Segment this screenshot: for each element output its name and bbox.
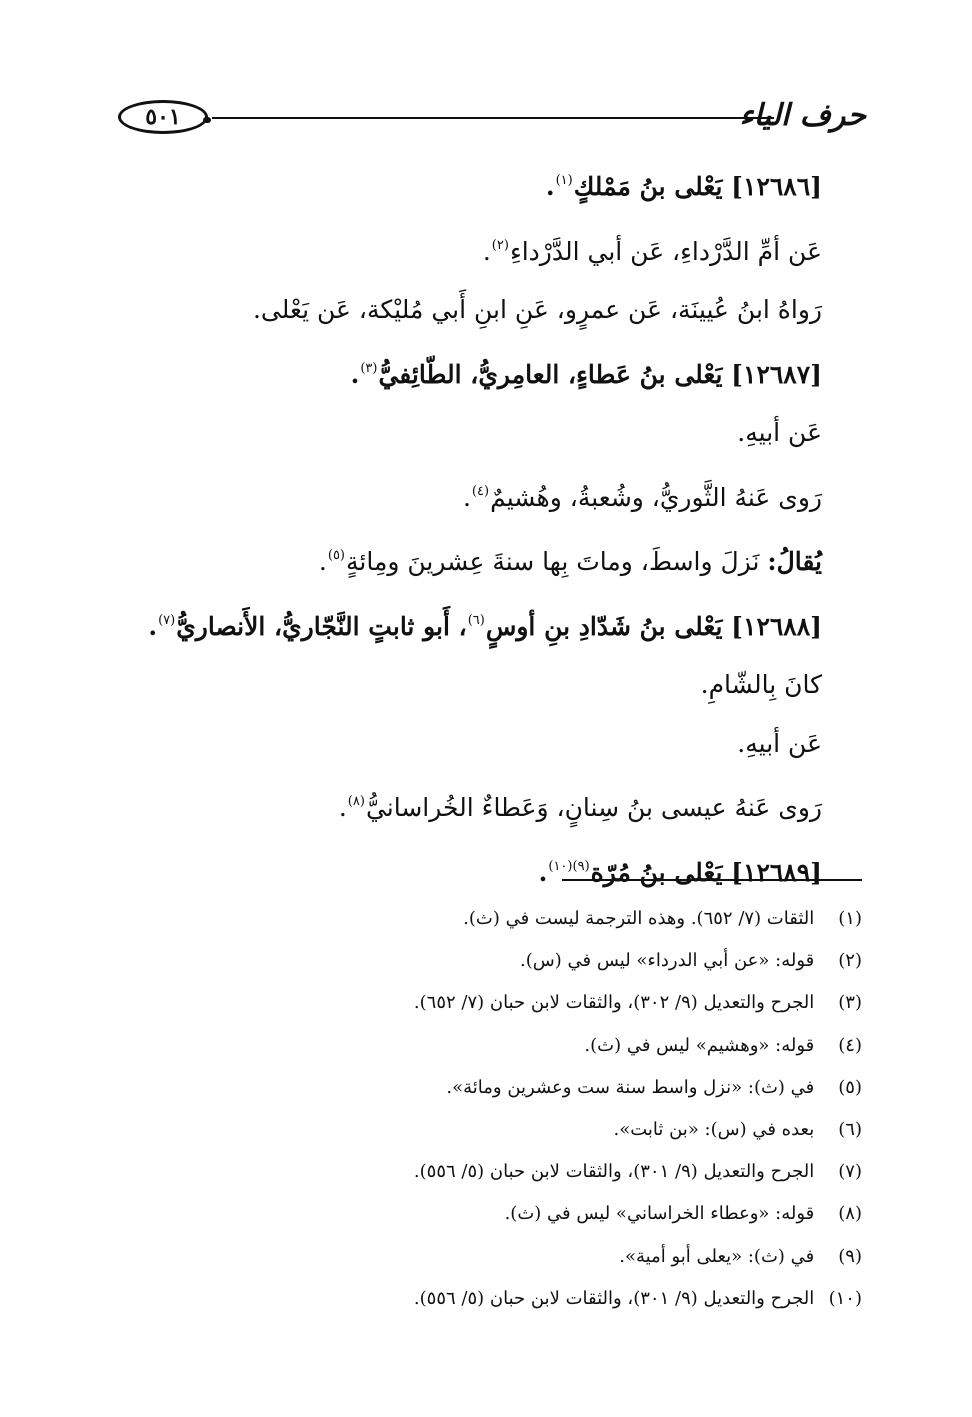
footnote-number: (٩) (838, 1245, 862, 1267)
footnote-number: (٧) (838, 1161, 862, 1183)
line-text: رَوى عَنهُ الثَّوريُّ، وشُعبةُ، وهُشيمٌ (490, 482, 822, 512)
text-line (100, 281, 822, 340)
entry-name: يَعْلى بنُ مَمْلكٍ (573, 172, 723, 201)
line-text: رَوى عَنهُ عيسى بنُ سِنانٍ، وَعَطاءٌ الخُراسانيُّ (365, 793, 822, 822)
footnote-ref[interactable]: (٩)(١٠) (548, 858, 590, 874)
footnote-number: (٣) (838, 992, 862, 1014)
footnote-item (100, 1193, 862, 1235)
footnote-ref[interactable]: (٧) (158, 612, 176, 628)
footnote-text: الجرح والتعديل (٩/ ٣٠١)، والثقات لابن حبان (٥/ ٥٥٦). (413, 1161, 815, 1183)
footnote-number: (١) (838, 908, 862, 929)
line-text: رَواهُ ابنُ عُيينَة، عَن عمرٍو، عَنِ ابنِ أَبي مُليْكة، عَن يَعْلى. (252, 295, 822, 324)
punctuation: . (350, 359, 360, 389)
footnote-ref[interactable]: (٥) (327, 548, 345, 563)
text-line (100, 463, 822, 528)
footnote-ref[interactable]: (١) (555, 173, 573, 188)
footnote-ref[interactable]: (٨) (347, 794, 365, 809)
text-line (100, 527, 822, 592)
footnote-number: (٤) (838, 1034, 862, 1056)
page-number-badge (118, 100, 208, 134)
text-line (100, 773, 822, 838)
footnote-number: (٦) (838, 1119, 862, 1141)
entry-12687 (100, 340, 822, 405)
footnote-item (100, 1278, 862, 1320)
line-text: عَن أمِّ الدَّرْداءِ، عَن أبي الدَّرْداءِ (509, 236, 822, 266)
header-rule (212, 117, 774, 119)
line-text: عَن أبيهِ. (737, 728, 822, 758)
entry-name: يَعْلى بنُ مُرّة (590, 857, 723, 887)
entry-12688 (100, 592, 822, 657)
footnote-text: قوله: «عن أبي الدرداء» ليس في (س). (520, 950, 815, 972)
entry-name-continued: ، أَبو ثابتٍ النَّجّاريُّ، الأَنصاريُّ (176, 611, 467, 641)
entry-number: [١٢٦٨٦] (731, 172, 822, 201)
footnote-item (100, 898, 862, 940)
line-text: كانَ بِالشّامِ. (700, 670, 822, 699)
footnote-text: الجرح والتعديل (٩/ ٣٠٢)، والثقات لابن حبان (٧/ ٦٥٢). (413, 992, 815, 1014)
entry-number: [١٢٦٨٧] (731, 359, 822, 389)
footnote-number: (٢) (838, 950, 862, 972)
punctuation: . (538, 857, 548, 887)
footnote-item (100, 982, 862, 1024)
punctuation: . (545, 172, 555, 201)
lead-word: يُقالُ: (767, 547, 822, 576)
entry-12686 (100, 152, 822, 217)
footnote-ref[interactable]: (٢) (491, 237, 509, 253)
text-line (100, 217, 822, 282)
footnote-text: في (ث): «يعلى أبو أمية». (619, 1245, 815, 1267)
punctuation: . (318, 547, 327, 576)
punctuation: . (462, 482, 471, 512)
footnote-item (100, 940, 862, 982)
footnote-ref[interactable]: (٤) (471, 483, 490, 499)
entry-number: [١٢٦٨٨] (731, 611, 822, 641)
footnote-text: في (ث): «نزل واسط سنة ست وعشرين ومائة». (446, 1076, 815, 1098)
footnote-text: الجرح والتعديل (٩/ ٣٠١)، والثقات لابن حبان (٥/ ٥٥٦). (413, 1287, 815, 1309)
text-line (100, 715, 822, 774)
entry-number: [١٢٦٨٩] (731, 857, 822, 887)
page-number: ٥٠١ (145, 104, 181, 130)
footnote-ref[interactable]: (٦) (467, 612, 485, 628)
running-title: حرف الياء (739, 98, 866, 133)
footnote-item (100, 1067, 862, 1109)
footnote-item (100, 1236, 862, 1278)
footnote-text: الثقات (٧/ ٦٥٢). وهذه الترجمة ليست في (ث). (463, 908, 815, 929)
text-line (100, 404, 822, 463)
footnote-separator (562, 879, 862, 881)
footnote-item (100, 1151, 862, 1193)
entry-name: يَعْلى بنُ عَطاءٍ، العامِريُّ، الطّائِفيُّ (378, 359, 723, 389)
entry-12689 (100, 838, 822, 903)
punctuation: . (148, 611, 158, 641)
footnote-number: (٥) (838, 1076, 862, 1098)
line-text: عَن أبيهِ. (737, 418, 822, 447)
text-line (100, 656, 822, 715)
footnote-text: قوله: «وهشيم» ليس في (ث). (584, 1034, 815, 1056)
footnote-ref[interactable]: (٣) (360, 360, 378, 376)
footnote-item (100, 1109, 862, 1151)
footnote-number: (٨) (838, 1203, 862, 1225)
running-header (118, 96, 866, 144)
punctuation: . (482, 236, 491, 266)
footnote-item (100, 1025, 862, 1067)
footnote-number: (١٠) (828, 1287, 862, 1309)
line-text: نَزلَ واسطَ، وماتَ بِها سنةَ عِشرينَ ومِائةٍ (346, 547, 768, 576)
main-text (100, 152, 822, 902)
entry-name: يَعْلى بنُ شَدّادِ بنِ أوسٍ (485, 611, 723, 641)
footnote-text: بعده في (س): «بن ثابت». (613, 1119, 815, 1141)
punctuation: . (338, 793, 347, 822)
footnote-text: قوله: «وعطاء الخراساني» ليس في (ث). (504, 1203, 815, 1225)
footnotes (100, 898, 862, 1320)
